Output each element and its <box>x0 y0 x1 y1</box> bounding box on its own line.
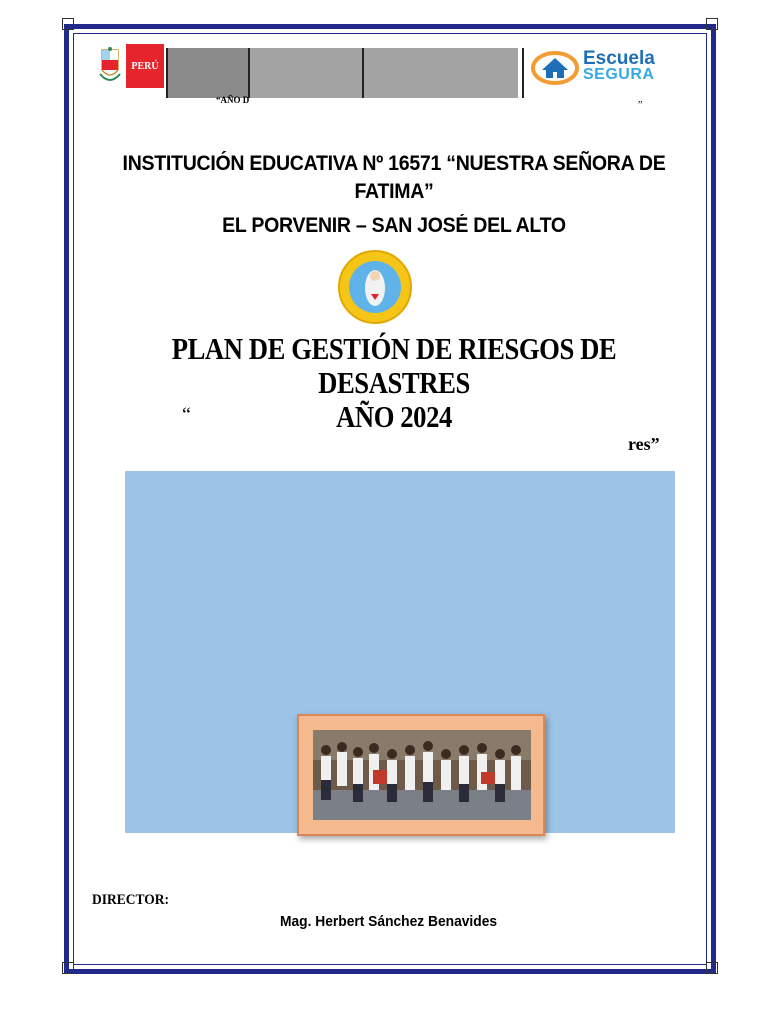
peru-label: PERÚ <box>126 44 164 88</box>
director-label: DIRECTOR: <box>92 892 170 908</box>
year-motto-end: ” <box>638 100 643 111</box>
plan-title <box>141 332 647 434</box>
plan-title-line2: AÑO 2024 <box>336 399 452 434</box>
institution-name: INSTITUCIÓN EDUCATIVA Nº 16571 “NUESTRA SEÑORA DE FATIMA” <box>122 152 666 203</box>
director-name: Mag. Herbert Sánchez Benavides <box>280 913 498 930</box>
slogan-tail: res” <box>628 434 660 454</box>
slogan-open-quote: “ <box>182 404 191 426</box>
ministry-banner <box>166 48 524 98</box>
institution-location: EL PORVENIR – SAN JOSÉ DEL ALTO <box>222 214 566 237</box>
peru-coat-of-arms-icon <box>98 46 122 86</box>
corner-mark <box>62 18 74 30</box>
escuela-segura-icon <box>530 48 580 88</box>
corner-mark <box>706 962 718 974</box>
school-emblem-icon <box>335 248 415 326</box>
plan-title-line1: PLAN DE GESTIÓN DE RIESGOS DE DESASTRES <box>171 331 617 400</box>
corner-mark <box>706 18 718 30</box>
escuela-logo-line1: Escuela <box>583 48 655 69</box>
year-motto: “AÑO D <box>216 95 250 105</box>
students-group-photo <box>313 730 531 820</box>
corner-mark <box>62 962 74 974</box>
escuela-logo-line2: SEGURA <box>583 66 655 83</box>
